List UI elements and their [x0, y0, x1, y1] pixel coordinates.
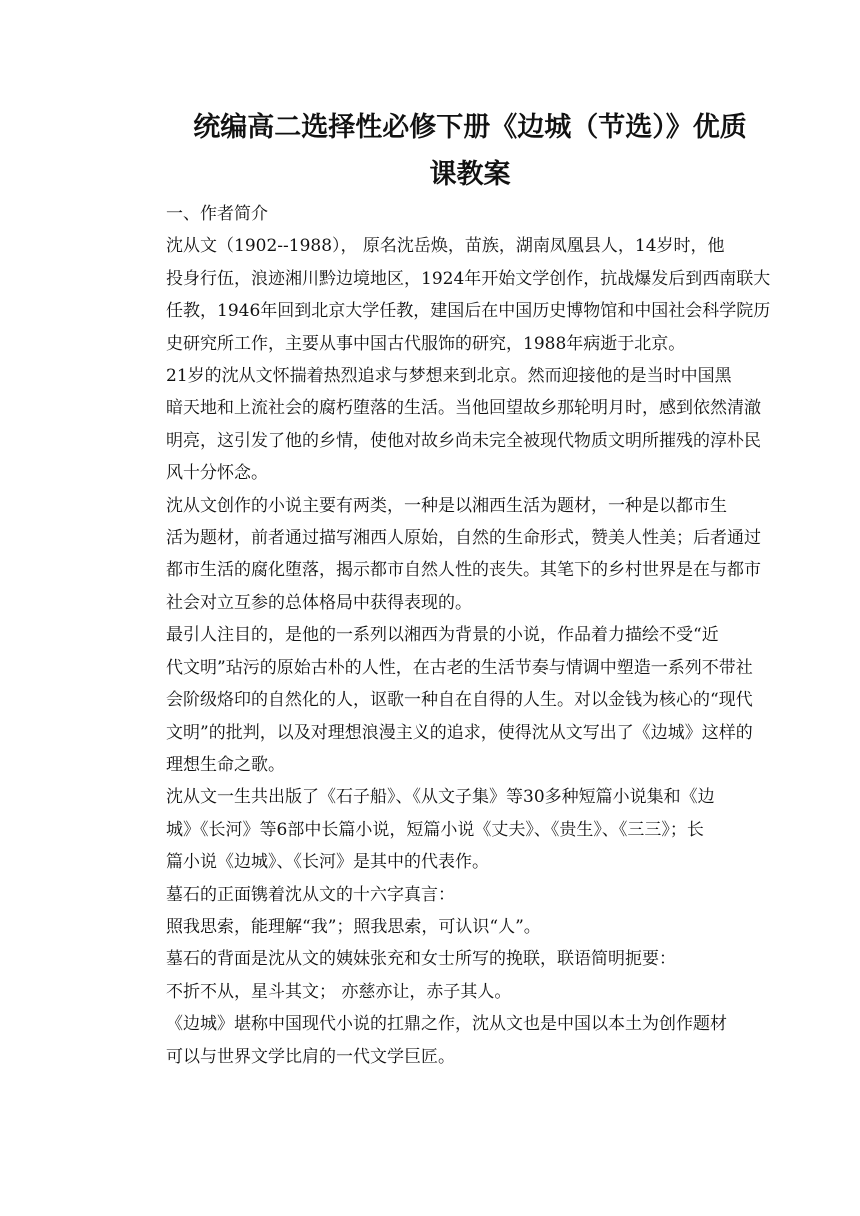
paragraph-line: 风十分怀念。 [166, 463, 268, 484]
paragraph-line: 史研究所工作，主要从事中国古代服饰的研究，1988年病逝于北京。 [166, 333, 686, 354]
paragraph-line: 沈从文一生共出版了《石子船》、《从文子集》等30多种短篇小说集和《边 [166, 787, 715, 808]
paragraph-line: 社会对立互参的总体格局中获得表现的。 [166, 592, 472, 613]
paragraph-line: 照我思索，能理解“我”；照我思索，可认识“人”。 [166, 916, 541, 937]
paragraph-line: 活为题材，前者通过描写湘西人原始，自然的生命形式，赞美人性美；后者通过 [166, 528, 761, 549]
paragraph-line: 可以与世界文学比肩的一代文学巨匠。 [166, 1046, 455, 1067]
paragraph-line: 投身行伍，浪迹湘川黔边境地区，1924年开始文学创作，抗战爆发后到西南联大 [166, 268, 771, 289]
paragraph-tombstone-back [136, 943, 734, 975]
paragraph-line: 理想生命之歌。 [166, 754, 285, 775]
paragraph-beijing [136, 360, 761, 490]
paragraph-line: 代文明”玷污的原始古朴的人性，在古老的生活节奏与情调中塑造一系列不带社 [166, 657, 753, 678]
paragraph-line: 会阶级烙印的自然化的人，讴歌一种自在自得的人生。对以金钱为核心的“现代 [166, 690, 753, 711]
paragraph-line: 不折不从，星斗其文； 亦慈亦让，赤子其人。 [166, 981, 512, 1002]
document-body [136, 198, 771, 1073]
paragraph-tombstone-front [136, 879, 734, 911]
paragraph-line: 文明”的批判，以及对理想浪漫主义的追求，使得沈从文写出了《边城》这样的 [166, 722, 753, 743]
paragraph-motto [136, 911, 734, 943]
paragraph-author-bio [136, 230, 771, 360]
paragraph-line: 明亮，这引发了他的乡情，使他对故乡尚未完全被现代物质文明所摧残的淳朴民 [166, 430, 761, 451]
section-heading-text: 一、作者简介 [166, 204, 268, 224]
paragraph-works [136, 781, 734, 878]
paragraph-line: 21岁的沈从文怀揣着热烈追求与梦想来到北京。然而迎接他的是当时中国黑 [166, 366, 732, 387]
paragraph-novel-types [136, 490, 761, 620]
paragraph-line: 沈从文（1902--1988）， 原名沈岳焕，苗族，湖南凤凰县人，14岁时，他 [166, 236, 725, 257]
paragraph-line: 篇小说《边城》、《长河》是其中的代表作。 [166, 852, 489, 873]
paragraph-line: 墓石的正面镌着沈从文的十六字真言： [166, 884, 455, 905]
paragraph-couplet [136, 976, 734, 1008]
paragraph-line: 暗天地和上流社会的腐朽堕落的生活。当他回望故乡那轮明月时，感到依然清澈 [166, 398, 761, 419]
document-title-line-2: 课教案 [429, 159, 511, 190]
paragraph-xiangxi-novels [136, 619, 753, 781]
document-title-line-1: 统编高二选择性必修下册《边城（节选）》优质 [193, 112, 747, 143]
paragraph-line: 城》《长河》等6部中长篇小说，短篇小说《丈夫》、《贵生》、《三三》；长 [166, 819, 704, 840]
section-heading [136, 198, 734, 230]
paragraph-line: 最引人注目的，是他的一系列以湘西为背景的小说，作品着力描绘不受“近 [166, 625, 719, 646]
paragraph-line: 都市生活的腐化堕落，揭示都市自然人性的丧失。其笔下的乡村世界是在与都市 [166, 560, 761, 581]
paragraph-conclusion [136, 1008, 734, 1073]
paragraph-line: 《边城》堪称中国现代小说的扛鼎之作，沈从文也是中国以本土为创作题材 [166, 1014, 727, 1035]
paragraph-line: 沈从文创作的小说主要有两类，一种是以湘西生活为题材，一种是以都市生 [166, 495, 727, 516]
paragraph-line: 任教，1946年回到北京大学任教，建国后在中国历史博物馆和中国社会科学院历 [166, 301, 771, 322]
paragraph-line: 墓石的背面是沈从文的姨妹张充和女士所写的挽联，联语简明扼要： [166, 949, 676, 970]
